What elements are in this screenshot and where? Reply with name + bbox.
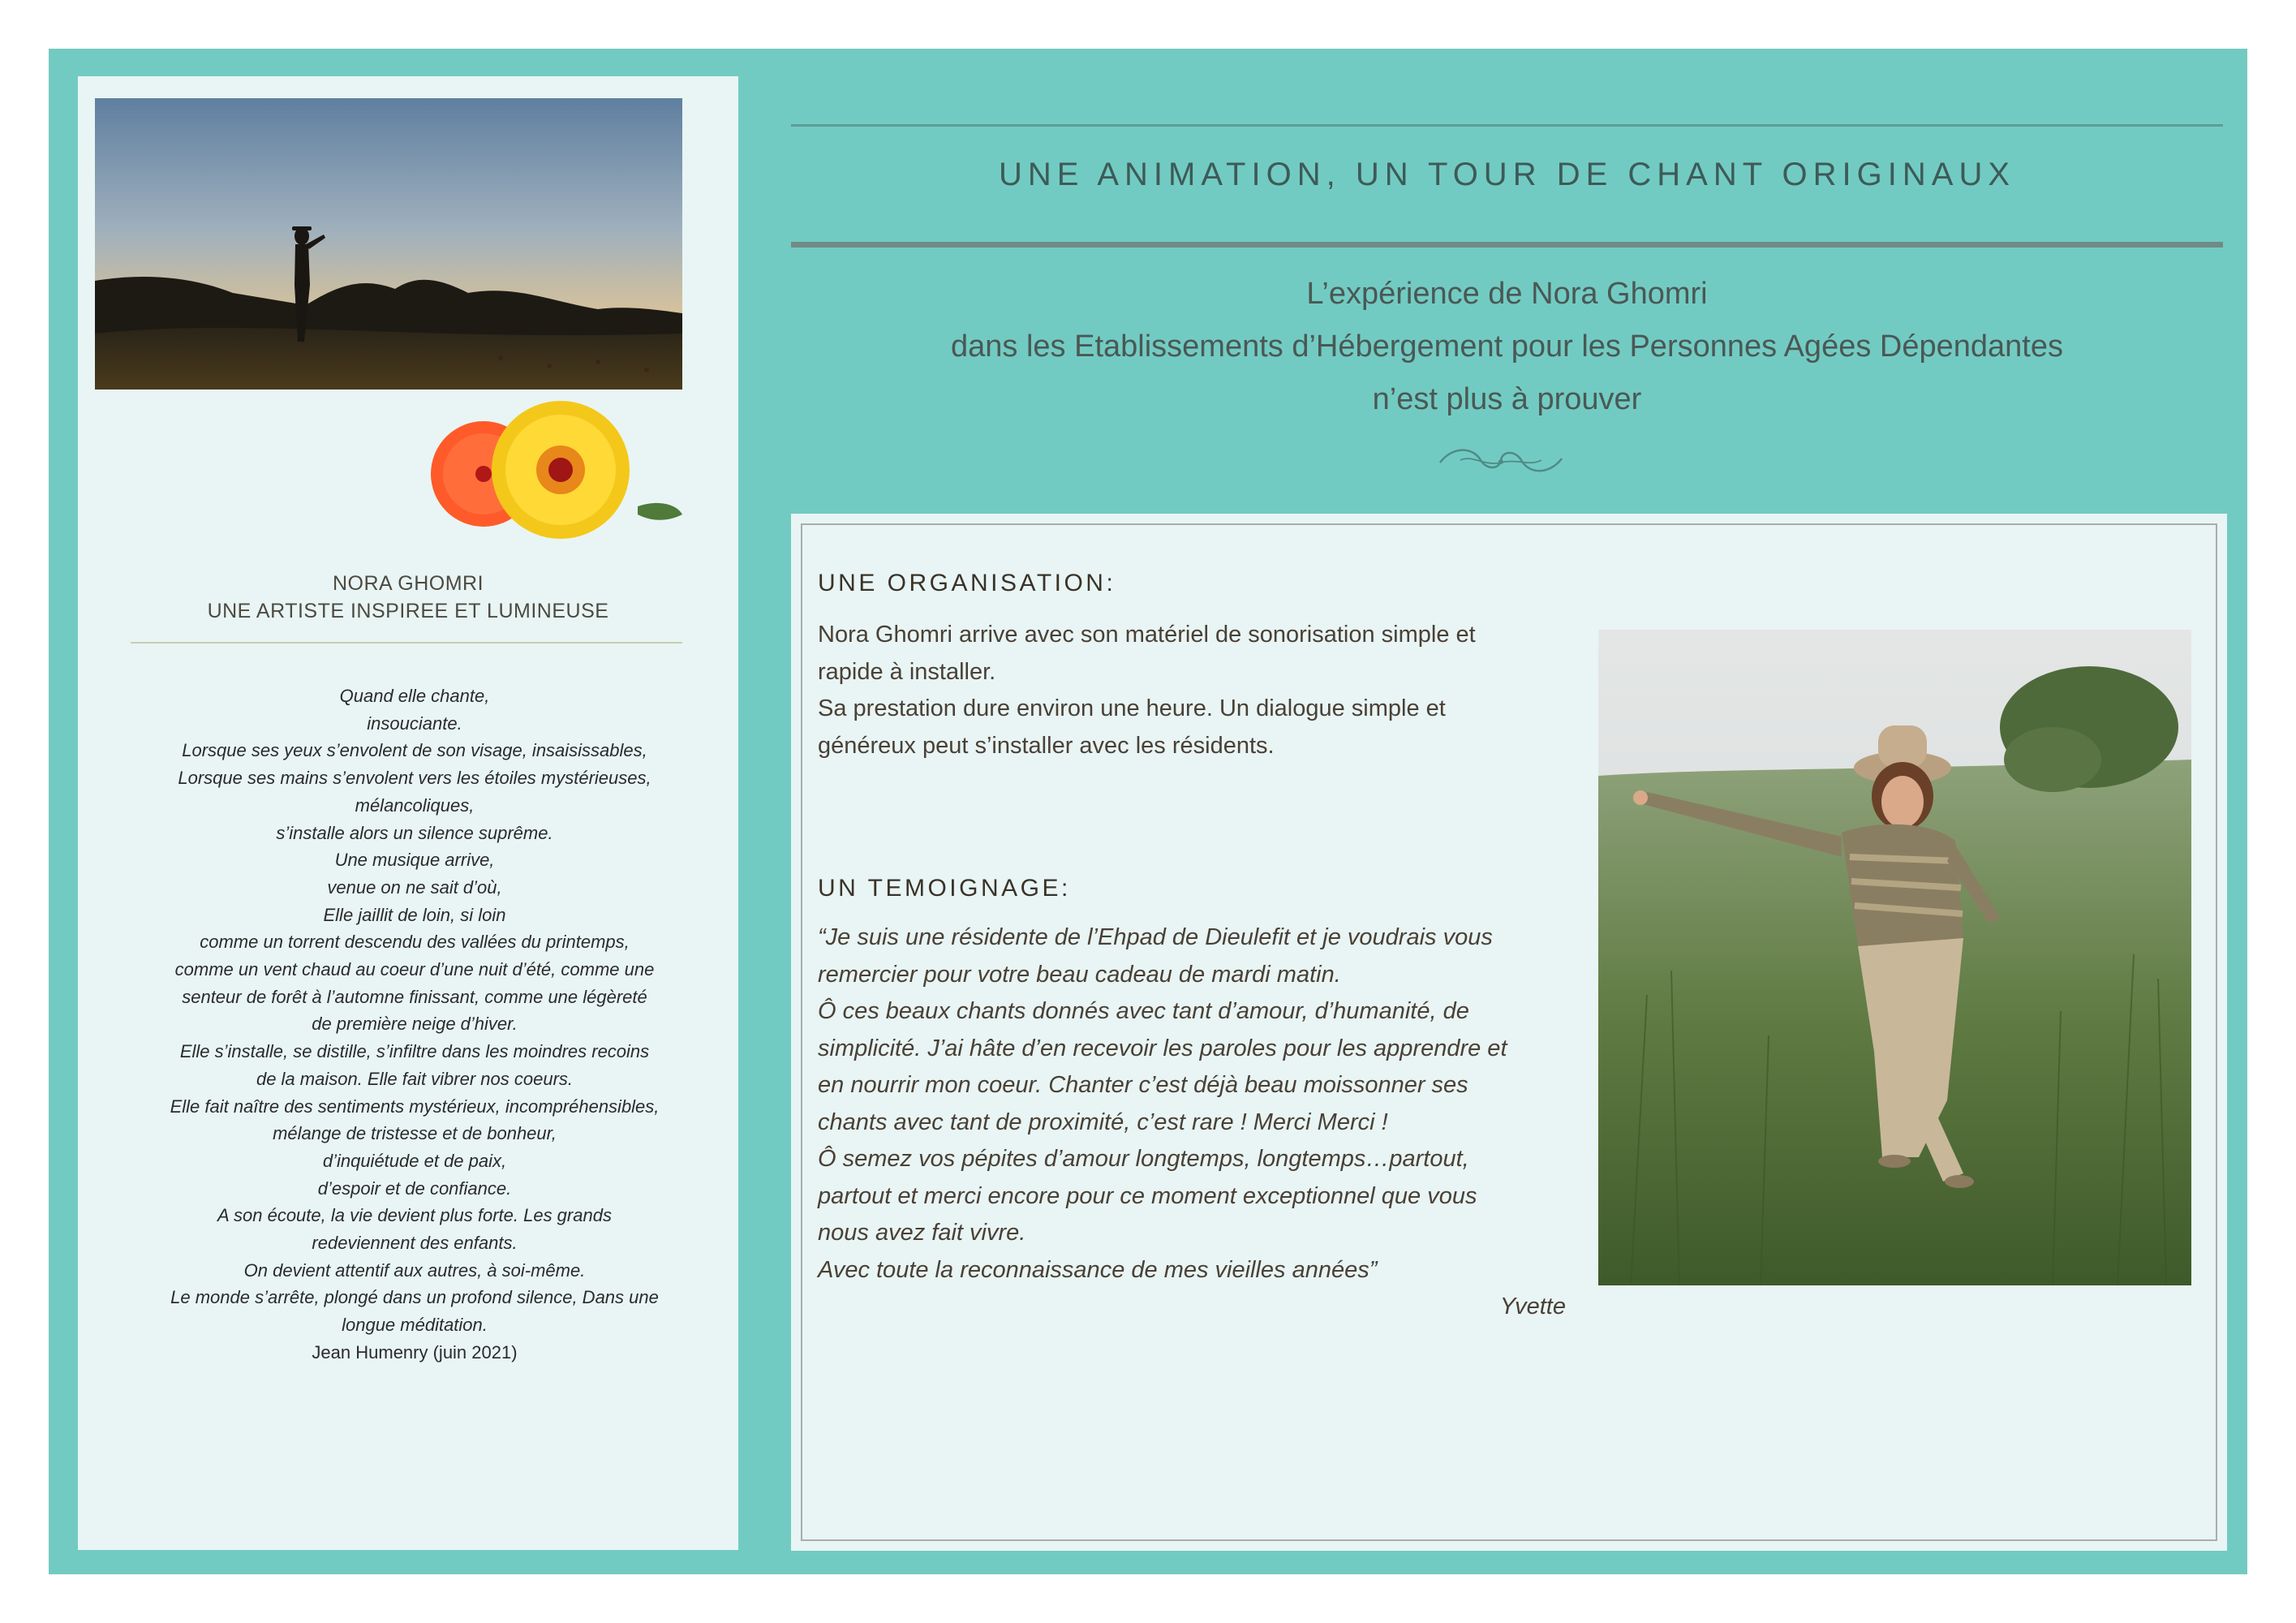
testimony-signature: Yvette (1499, 1294, 1566, 1319)
poem-line: d’inquiétude et de paix, (322, 1150, 507, 1171)
poem-line: comme un vent chaud au coeur d’une nuit d’été, comme une (174, 959, 655, 980)
poem-line: Lorsque ses mains s’envolent vers les étoiles mystérieuses, (178, 768, 651, 789)
artist-tagline: UNE ARTISTE INSPIREE ET LUMINEUSE (207, 600, 609, 622)
poem-line: longue méditation. (342, 1315, 488, 1336)
poem-line: de la maison. Elle fait vibrer nos coeurs. (256, 1068, 574, 1089)
poem-line: On devient attentif aux autres, à soi-même. (243, 1259, 586, 1281)
poem (106, 682, 723, 1367)
testimony-heading: UN TEMOIGNAGE: (818, 875, 1071, 902)
poem-line: s’installe alors un silence suprême. (276, 822, 553, 843)
organisation-line: Nora Ghomri arrive avec son matériel de sonorisation simple et (818, 622, 1476, 648)
poem-line: Elle fait naître des sentiments mystérieux, incompréhensibles, (170, 1096, 660, 1117)
poem-line: senteur de forêt à l’automne finissant, comme une légèreté (182, 986, 647, 1007)
divider (131, 642, 682, 644)
poem-line: mélange de tristesse et de bonheur, (273, 1123, 557, 1144)
artist-name: NORA GHOMRI (332, 572, 484, 595)
testimony-line: Avec toute la reconnaissance de mes vieilles années” (818, 1256, 1378, 1283)
organisation-line: rapide à installer. (818, 658, 996, 685)
poem-line: de première neige d’hiver. (312, 1014, 518, 1035)
poem-line: Elle jaillit de loin, si loin (323, 904, 506, 925)
testimony-line: “Je suis une résidente de l’Ehpad de Dieulefit et je voudrais vous (818, 924, 1493, 950)
organisation-line: généreux peut s’installer avec les résidents. (818, 732, 1275, 759)
headline: UNE ANIMATION, UN TOUR DE CHANT ORIGINAUX (998, 157, 2016, 192)
testimony-line: Ô ces beaux chants donnés avec tant d’amour, d’humanité, de (818, 998, 1469, 1024)
hibiscus-flowers-illustration (394, 401, 686, 555)
testimony-line: Ô semez vos pépites d’amour longtemps, longtemps…partout, (818, 1146, 1469, 1172)
testimony-line: chants avec tant de proximité, c’est rare ! Merci Merci ! (818, 1109, 1388, 1135)
poem-line: Lorsque ses yeux s’envolent de son visage, insaisissables, (182, 740, 647, 761)
poem-line: insouciante. (367, 712, 462, 734)
intro-line: dans les Etablissements d’Hébergement pour les Personnes Agées Dépendantes (951, 329, 2063, 364)
testimony-line: en nourrir mon coeur. Chanter c’est déjà beau moissonner ses (818, 1072, 1468, 1098)
header-rule-top (791, 124, 2223, 127)
testimony-text (818, 919, 1589, 1289)
poem-line: Elle s’installe, se distille, s’infiltre dans les moindres recoins (179, 1041, 650, 1062)
organisation-line: Sa prestation dure environ une heure. Un dialogue simple et (818, 695, 1446, 721)
intro (791, 268, 2223, 426)
organisation-text (818, 617, 1589, 764)
poem-line: Quand elle chante, (339, 686, 490, 706)
testimony-line: partout et merci encore pour ce moment exceptionnel que vous (818, 1182, 1477, 1209)
intro-line: n’est plus à prouver (1372, 382, 1642, 416)
poem-line: mélancoliques, (355, 794, 475, 816)
sunset-silhouette-photo (95, 98, 682, 390)
testimony-line: remercier pour votre beau cadeau de mardi matin. (818, 961, 1341, 988)
poem-line: d’espoir et de confiance. (317, 1177, 512, 1199)
header-rule-bottom (791, 242, 2223, 248)
testimony-line: nous avez fait vivre. (818, 1220, 1026, 1246)
poem-signature: Jean Humenry (juin 2021) (312, 1341, 518, 1363)
poem-line: Une musique arrive, (334, 850, 495, 871)
intro-line: L’expérience de Nora Ghomri (1306, 277, 1708, 311)
testimony-line: simplicité. J’ai hâte d’en recevoir les paroles pour les apprendre et (818, 1035, 1507, 1061)
poem-line: redeviennent des enfants. (312, 1233, 518, 1254)
artist-in-field-photo (1598, 630, 2191, 1285)
poem-line: venue on ne sait d’où, (327, 876, 502, 898)
flourish-ornament (1436, 442, 1566, 479)
left-panel (78, 76, 738, 1550)
organisation-heading: UNE ORGANISATION: (818, 570, 1116, 596)
poem-line: A son écoute, la vie devient plus forte. Les grands (217, 1205, 612, 1226)
poem-line: comme un torrent descendu des vallées du printemps, (200, 932, 630, 953)
poem-line: Le monde s’arrête, plongé dans un profond silence, Dans une (170, 1287, 659, 1308)
